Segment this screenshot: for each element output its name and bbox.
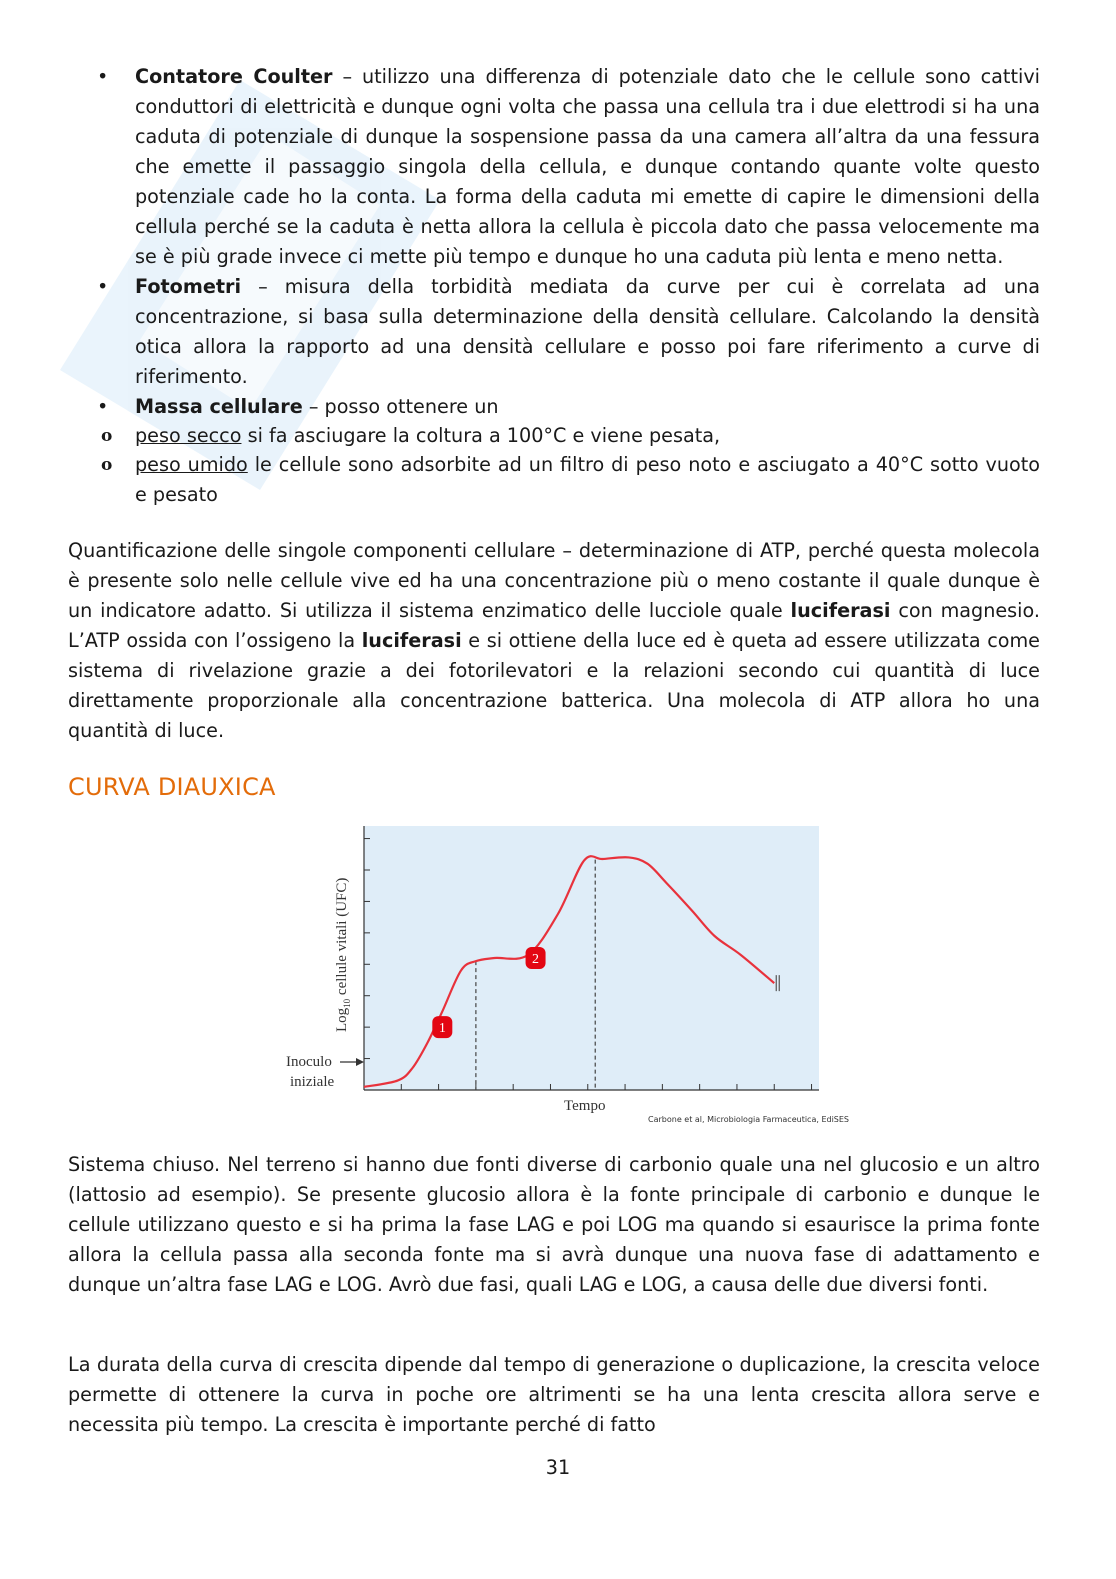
description: si fa asciugare la coltura a 100°C e viene pesata, — [241, 424, 721, 447]
y-axis-label: Log$_{10}$ cellule vitali (UFC) — [334, 877, 352, 1032]
sub-list-item — [68, 450, 1040, 510]
mass-sublist — [68, 422, 1040, 510]
description: – utilizzo una differenza di potenziale dato che le cellule sono cattivi conduttori di elettricità e dunque ogni volta che passa una cellula tra i due elettrodi si ha una caduta di potenziale di dunque la sospensione passa da una camera all’altra da una fessura che emette il passaggio singola della cellula, e dunque contando quante volte questo potenziale cade ho la conta. La forma della caduta mi emette di capire le dimensioni della cellula perché se la caduta è netta allora la cellula è piccola dato che passa velocemente ma se è più grade invece ci mette più tempo e dunque ho una caduta più lenta e meno netta. — [135, 65, 1040, 268]
sub-list-item — [68, 422, 1040, 450]
bold-term: luciferasi — [790, 599, 891, 622]
inoculum-label-line2: iniziale — [290, 1074, 335, 1090]
text-run: Quantificazione delle singole componenti cellulare – determinazione di ATP, perché questa molecola è presente solo nelle cellule vive ed ha una concentrazione più o meno costante il quale dunque è un indicatore adatto. Si utilizza il sistema enzimatico delle lucciole quale — [68, 539, 1040, 622]
list-item — [68, 392, 1040, 422]
closed-system-paragraph — [68, 1150, 1040, 1300]
page-number: 31 — [545, 1456, 571, 1479]
term: Massa cellulare — [135, 395, 303, 418]
bullet-icon: • — [97, 395, 109, 418]
paragraph-text: La durata della curva di crescita dipende dal tempo di generazione o duplicazione, la crescita veloce permette di ottenere la curva in poche ore altrimenti se ha una lenta crescita allora serve e necessita più tempo. La crescita è importante perché di fatto — [68, 1353, 1040, 1436]
description: – misura della torbidità mediata da curve per cui è correlata ad una concentrazione, si basa sulla determinazione della densità cellulare. Calcolando la densità otica allora la rapporto ad una densità cellulare e posso poi fare riferimento a curve di riferimento. — [135, 275, 1040, 388]
inoculum-arrowhead — [356, 1058, 364, 1066]
x-axis-label: Tempo — [564, 1098, 606, 1114]
bullet-icon: • — [97, 275, 109, 298]
figure-credit: Carbone et al, Microbiologia Farmaceutica, EdiSES — [648, 1115, 850, 1124]
underlined-term: peso umido — [135, 453, 248, 476]
phase-marker-2 — [526, 947, 546, 969]
atp-paragraph — [68, 536, 1040, 746]
term: Contatore Coulter — [135, 65, 333, 88]
duration-paragraph — [68, 1350, 1040, 1440]
text-run: con magnesio. L’ATP ossida con l’ossigeno la — [68, 599, 1040, 652]
underlined-term: peso secco — [135, 424, 242, 447]
description: – posso ottenere un — [302, 395, 499, 418]
list-item — [68, 62, 1040, 272]
diauxic-curve-chart — [280, 820, 880, 1132]
plot-background — [364, 826, 819, 1090]
inoculum-label: Inoculo — [286, 1054, 332, 1070]
section-heading: CURVA DIAUXICA — [68, 773, 276, 801]
bold-term: luciferasi — [361, 629, 462, 652]
phase-marker-1 — [432, 1016, 452, 1038]
bullet-icon: • — [97, 65, 109, 88]
page-content — [68, 62, 1040, 802]
sub-bullet-marker: o — [101, 426, 113, 446]
sub-bullet-marker: o — [101, 455, 113, 475]
text-run: e si ottiene della luce ed è queta ad essere utilizzata come sistema di rivelazione grazie a dei fotorilevatori e la relazioni secondo cui quantità di luce direttamente proporzionale alla concentrazione batterica. Una molecola di ATP allora ho una quantità di luce. — [68, 629, 1040, 742]
term: Fotometri — [135, 275, 242, 298]
list-item — [68, 272, 1040, 392]
paragraph-text: Sistema chiuso. Nel terreno si hanno due fonti diverse di carbonio quale una nel glucosio e un altro (lattosio ad esempio). Se presente glucosio allora è la fonte principale di carbonio e dunque le cellule utilizzano questo e si ha prima la fase LAG e poi LOG ma quando si esaurisce la prima fonte allora la cellula passa alla seconda fonte ma si avrà dunque una nuova fase di adattamento e dunque un’altra fase LAG e LOG. Avrò due fasi, quali LAG e LOG, a causa delle due diversi fonti. — [68, 1153, 1040, 1296]
marker-label: 1 — [438, 1021, 446, 1037]
measurement-methods-list — [68, 62, 1040, 422]
description: le cellule sono adsorbite ad un filtro di peso noto e asciugato a 40°C sotto vuoto e pesato — [135, 453, 1041, 506]
marker-label: 2 — [532, 952, 540, 967]
